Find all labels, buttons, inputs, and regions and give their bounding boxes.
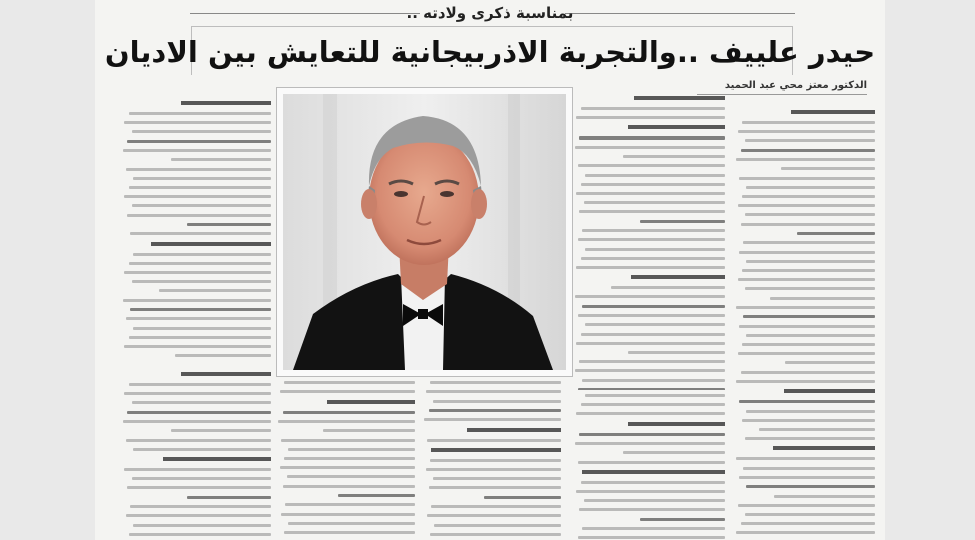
text-line [742, 121, 875, 124]
text-line [582, 379, 725, 382]
text-line [124, 345, 271, 348]
text-line [746, 334, 875, 337]
text-line [742, 343, 875, 346]
text-line [281, 439, 415, 442]
text-column-bottom-center-2 [423, 372, 561, 540]
text-line [738, 130, 875, 133]
text-line [129, 262, 272, 265]
text-line [133, 327, 271, 330]
text-line [746, 485, 875, 489]
text-line [742, 195, 875, 198]
text-line [281, 513, 415, 516]
text-line [746, 260, 875, 263]
text-line [288, 522, 415, 525]
text-line [123, 420, 272, 423]
column-subheading [467, 428, 561, 432]
text-line [427, 514, 561, 517]
column-subheading [327, 400, 415, 404]
text-line [743, 241, 875, 244]
column-subheading [773, 446, 875, 450]
text-line [127, 411, 271, 415]
text-line [582, 229, 725, 232]
text-line [129, 112, 272, 115]
text-line [759, 428, 875, 431]
text-line [287, 475, 415, 478]
text-line [611, 286, 725, 289]
text-line [130, 308, 271, 312]
column-subheading [163, 457, 271, 461]
text-line [585, 394, 725, 397]
text-line [579, 508, 725, 511]
text-line [129, 336, 272, 339]
text-line [323, 429, 415, 432]
article-headline: حيدر علييف ..والتجربة الاذربيجانية للتعايش بين الاديان [104, 35, 876, 69]
column-subheading [628, 422, 725, 426]
text-line [127, 140, 271, 144]
text-line [424, 418, 561, 421]
text-line [578, 164, 725, 167]
text-line [623, 451, 725, 454]
text-line [338, 494, 415, 498]
text-line [133, 524, 271, 527]
text-line [175, 354, 271, 357]
text-line [774, 495, 875, 498]
text-line [126, 168, 272, 171]
text-line [171, 429, 272, 432]
text-line [129, 186, 272, 189]
text-line [130, 232, 271, 235]
text-line [743, 467, 875, 470]
text-column-middle [573, 90, 725, 390]
text-line [770, 297, 875, 300]
text-line [132, 280, 272, 283]
text-line [123, 299, 272, 302]
text-line [132, 477, 272, 480]
text-line [133, 177, 271, 180]
text-line [484, 496, 561, 500]
text-line [736, 380, 875, 383]
text-line [739, 476, 875, 479]
text-line [124, 271, 271, 274]
text-line [745, 513, 875, 516]
text-line [129, 533, 272, 536]
text-column-bottom-center-1 [277, 372, 415, 540]
column-subheading [628, 125, 725, 129]
text-line [280, 390, 415, 393]
text-line [738, 352, 875, 355]
text-line [745, 287, 875, 290]
text-line [584, 499, 725, 502]
text-line [640, 518, 725, 522]
text-line [579, 210, 725, 213]
portrait-photo [277, 88, 572, 376]
text-line [781, 167, 875, 170]
text-line [746, 186, 875, 189]
text-line [575, 442, 725, 445]
column-subheading [431, 448, 561, 452]
text-line [288, 448, 415, 451]
text-line [736, 457, 875, 460]
text-line [576, 192, 725, 195]
text-line [741, 371, 875, 374]
text-line [187, 496, 271, 500]
text-line [576, 412, 725, 415]
text-line [581, 107, 725, 110]
text-line [739, 251, 875, 254]
text-line [133, 448, 271, 451]
text-line [739, 177, 875, 180]
text-line [578, 238, 725, 241]
text-column-bottom-left [121, 366, 271, 540]
text-line [738, 278, 875, 281]
text-line [126, 514, 272, 517]
text-line [745, 139, 875, 142]
column-subheading [181, 372, 271, 376]
text-line [285, 503, 415, 506]
author-byline: الدكتور معتز محي عبد الحميد [697, 80, 867, 95]
text-line [430, 459, 561, 462]
text-line [579, 360, 725, 363]
text-line [738, 504, 875, 507]
text-line [581, 481, 725, 484]
text-column-bottom-center-3 [573, 394, 725, 540]
column-subheading [784, 389, 875, 393]
text-line [430, 381, 561, 384]
text-line [433, 400, 561, 403]
text-line [745, 437, 875, 440]
text-column-right [735, 104, 875, 540]
text-line [738, 204, 875, 207]
text-line [579, 433, 725, 437]
text-line [736, 158, 875, 161]
column-subheading [631, 275, 725, 279]
text-line [576, 490, 725, 493]
text-line [736, 306, 875, 309]
text-line [433, 477, 561, 480]
text-line [582, 305, 725, 309]
text-line [429, 409, 561, 413]
text-line [579, 136, 725, 140]
text-line [739, 325, 875, 328]
text-line [130, 505, 271, 508]
text-line [578, 314, 725, 317]
column-subheading [151, 242, 271, 246]
text-line [133, 253, 271, 256]
text-line [283, 485, 415, 488]
text-line [280, 466, 415, 469]
text-line [278, 420, 415, 423]
text-line [434, 524, 561, 527]
text-line [575, 146, 725, 149]
text-line [741, 223, 875, 226]
text-line [284, 531, 415, 534]
text-line [623, 155, 725, 158]
text-line [739, 400, 875, 404]
text-line [284, 457, 415, 460]
text-line [581, 257, 725, 260]
text-line [124, 195, 271, 198]
text-line [576, 342, 725, 345]
text-line [576, 266, 725, 269]
text-line [746, 410, 875, 413]
text-line [129, 383, 272, 386]
text-line [575, 295, 725, 298]
text-line [430, 533, 561, 536]
text-line [585, 248, 725, 251]
text-line [429, 486, 561, 489]
text-line [124, 392, 271, 395]
text-line [171, 158, 272, 161]
text-line [124, 468, 271, 471]
text-line [284, 381, 415, 384]
text-line [123, 149, 272, 152]
text-line [126, 439, 272, 442]
text-line [741, 149, 875, 153]
text-line [575, 369, 725, 372]
text-line [785, 361, 875, 364]
text-line [127, 214, 271, 217]
text-line [132, 204, 272, 207]
text-line [585, 323, 725, 326]
column-subheading [582, 470, 725, 474]
text-line [581, 333, 725, 336]
column-subheading [634, 96, 725, 100]
text-line [576, 116, 725, 119]
text-line [187, 223, 271, 227]
text-line [426, 390, 561, 393]
text-line [132, 401, 272, 404]
text-line [124, 121, 271, 124]
text-line [581, 183, 725, 186]
text-line [584, 201, 725, 204]
text-line [582, 527, 725, 530]
newspaper-page [95, 0, 885, 540]
text-line [745, 213, 875, 216]
text-line [741, 522, 875, 525]
text-line [283, 411, 415, 415]
text-line [628, 351, 725, 354]
text-column-left-top [121, 95, 271, 360]
text-line [742, 269, 875, 272]
text-line [578, 536, 725, 539]
text-line [426, 468, 561, 471]
text-line [427, 439, 561, 442]
text-line [431, 505, 561, 508]
text-line [578, 388, 725, 390]
text-line [581, 403, 725, 406]
text-line [742, 419, 875, 422]
text-line [640, 220, 725, 224]
text-line [127, 486, 271, 489]
text-line [578, 461, 725, 464]
text-line [126, 317, 272, 320]
portrait-icon [283, 94, 566, 370]
text-line [132, 130, 272, 133]
text-line [585, 174, 725, 177]
text-line [743, 315, 875, 319]
text-line [736, 531, 875, 534]
column-subheading [791, 110, 875, 114]
occasion-kicker: بمناسبة ذكرى ولادته .. [406, 4, 574, 22]
text-line [797, 232, 875, 236]
text-line [159, 289, 272, 292]
column-subheading [181, 101, 271, 105]
